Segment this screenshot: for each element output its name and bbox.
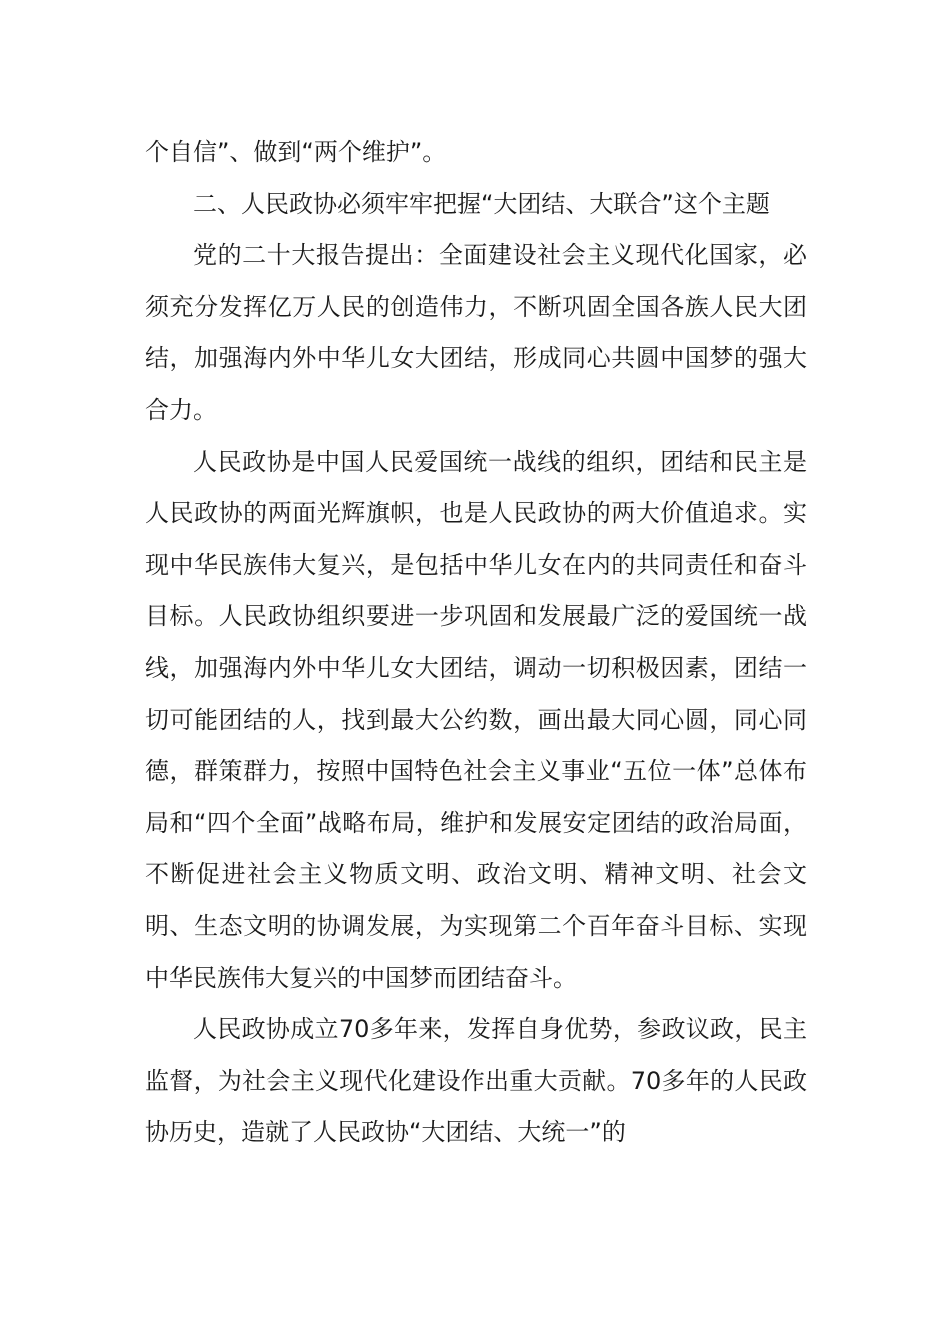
paragraph-cppcc: 人民政协是中国人民爱国统一战线的组织，团结和民主是人民政协的两面光辉旗帜，也是人民政协的两大价值追求。实现中华民族伟大复兴，是包括中华儿女在内的共同责任和奋斗目标。人民政协组织要进一步巩固和发展最广泛的爱国统一战线，加强海内外中华儿女大团结，调动一切积极因素，团结一切可能团结的人，找到最大公约数，画出最大同心圆，同心同德，群策群力，按照中国特色社会主义事业“五位一体”总体布局和“四个全面”战略布局，维护和发展安定团结的政治局面，不断促进社会主义物质文明、政治文明、精神文明、社会文明、生态文明的协调发展，为实现第二个百年奋斗目标、实现中华民族伟大复兴的中国梦而团结奋斗。 xyxy=(145,447,807,992)
section-heading: 二、人民政协必须牢牢把握“大团结、大联合”这个主题 xyxy=(193,189,770,218)
paragraph-report: 党的二十大报告提出：全面建设社会主义现代化国家，必须充分发挥亿万人民的创造伟力，不断巩固全国各族人民大团结，加强海内外中华儿女大团结，形成同心共圆中国梦的强大合力。 xyxy=(145,241,807,424)
paragraph-continuation: 个自信”、做到“两个维护”。 xyxy=(145,138,447,166)
paragraph-history: 人民政协成立70多年来，发挥自身优势，参政议政，民主监督，为社会主义现代化建设作出重大贡献。70多年的人民政协历史，造就了人民政协“大团结、大统一”的 xyxy=(145,1015,807,1147)
document-body xyxy=(145,127,807,1159)
